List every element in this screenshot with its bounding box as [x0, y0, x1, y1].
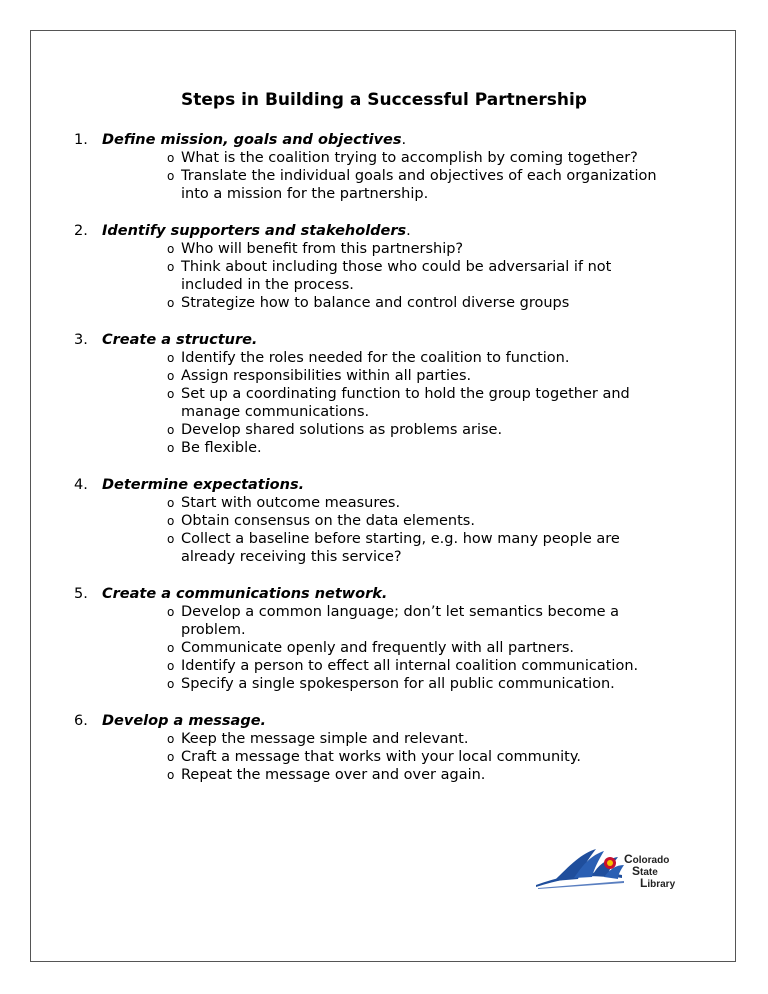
bullet-list	[103, 240, 663, 312]
step-heading	[74, 131, 663, 149]
list-item	[167, 512, 663, 530]
bullet-marker: o	[167, 768, 175, 782]
list-item-text: Specify a single spokesperson for all public communication.	[181, 676, 615, 692]
step-heading	[74, 476, 663, 494]
step-title: Develop a message.	[102, 713, 267, 729]
step-5	[74, 585, 663, 693]
list-item	[167, 439, 663, 457]
list-item	[167, 349, 663, 367]
bullet-marker: o	[167, 677, 175, 691]
bullet-marker: o	[167, 387, 175, 401]
list-item-text: Develop a common language; don’t let semantics become a problem.	[181, 604, 620, 638]
list-item-text: Repeat the message over and over again.	[181, 767, 486, 783]
list-item	[167, 730, 663, 748]
bullet-list	[103, 603, 663, 693]
list-item	[167, 149, 663, 167]
step-number: 6.	[74, 713, 88, 729]
bullet-marker: o	[167, 260, 175, 274]
list-item-text: What is the coalition trying to accomplish by coming together?	[181, 150, 638, 166]
step-title: Determine expectations.	[102, 477, 305, 493]
list-item	[167, 240, 663, 258]
list-item-text: Translate the individual goals and objectives of each organization into a mission for the partnership.	[181, 168, 657, 202]
list-item-text: Set up a coordinating function to hold the group together and manage communications.	[181, 386, 630, 420]
list-item	[167, 675, 663, 693]
list-item	[167, 748, 663, 766]
list-item-text: Develop shared solutions as problems arise.	[181, 422, 503, 438]
step-title: Create a communications network.	[102, 586, 388, 602]
list-item	[167, 167, 663, 203]
step-heading	[74, 331, 663, 349]
step-title-suffix: .	[406, 223, 411, 239]
step-4	[74, 476, 663, 566]
list-item	[167, 258, 663, 294]
list-item-text: Obtain consensus on the data elements.	[181, 513, 475, 529]
step-number: 1.	[74, 132, 88, 148]
list-item	[167, 657, 663, 675]
list-item-text: Strategize how to balance and control diverse groups	[181, 295, 570, 311]
list-item	[167, 421, 663, 439]
step-3	[74, 331, 663, 457]
list-item-text: Think about including those who could be adversarial if not included in the process.	[181, 259, 612, 293]
list-item-text: Identify the roles needed for the coalition to function.	[181, 350, 570, 366]
bullet-marker: o	[167, 641, 175, 655]
bullet-marker: o	[167, 296, 175, 310]
bullet-marker: o	[167, 441, 175, 455]
bullet-list	[103, 349, 663, 457]
bullet-marker: o	[167, 369, 175, 383]
bullet-list	[103, 730, 663, 784]
step-heading	[74, 585, 663, 603]
list-item	[167, 530, 663, 566]
bullet-list	[103, 494, 663, 566]
step-title-suffix: .	[401, 132, 407, 148]
list-item	[167, 639, 663, 657]
bullet-marker: o	[167, 514, 175, 528]
bullet-list	[103, 149, 663, 203]
bullet-marker: o	[167, 496, 175, 510]
step-heading	[74, 712, 663, 730]
list-item-text: Who will benefit from this partnership?	[181, 241, 464, 257]
bullet-marker: o	[167, 605, 175, 619]
bullet-marker: o	[167, 242, 175, 256]
bullet-marker: o	[167, 532, 175, 546]
step-6	[74, 712, 663, 784]
bullet-marker: o	[167, 732, 175, 746]
step-number: 3.	[74, 332, 88, 348]
step-heading	[74, 222, 663, 240]
bullet-marker: o	[167, 659, 175, 673]
logo-text: Colorado State Library	[624, 852, 676, 890]
step-2	[74, 222, 663, 312]
step-number: 2.	[74, 223, 88, 239]
list-item	[167, 385, 663, 421]
list-item-text: Identify a person to effect all internal coalition communication.	[181, 658, 639, 674]
step-number: 4.	[74, 477, 88, 493]
list-item	[167, 367, 663, 385]
list-item	[167, 603, 663, 639]
list-item-text: Start with outcome measures.	[181, 495, 401, 511]
list-item-text: Keep the message simple and relevant.	[181, 731, 469, 747]
list-item-text: Be flexible.	[181, 440, 262, 456]
steps-list	[74, 131, 663, 803]
list-item-text: Collect a baseline before starting, e.g. how many people are already receiving this service?	[181, 531, 620, 565]
list-item-text: Craft a message that works with your local community.	[181, 749, 581, 765]
bullet-marker: o	[167, 151, 175, 165]
bullet-marker: o	[167, 351, 175, 365]
list-item	[167, 294, 663, 312]
step-title: Define mission, goals and objectives	[102, 132, 402, 148]
list-item	[167, 766, 663, 784]
bullet-marker: o	[167, 169, 175, 183]
step-1	[74, 131, 663, 203]
step-title: Create a structure.	[102, 332, 258, 348]
bullet-marker: o	[167, 750, 175, 764]
step-title: Identify supporters and stakeholders	[102, 223, 407, 239]
step-number: 5.	[74, 586, 88, 602]
bullet-marker: o	[167, 423, 175, 437]
list-item	[167, 494, 663, 512]
list-item-text: Assign responsibilities within all parties.	[181, 368, 472, 384]
document-title: Steps in Building a Successful Partnership	[181, 90, 587, 110]
list-item-text: Communicate openly and frequently with all partners.	[181, 640, 574, 656]
